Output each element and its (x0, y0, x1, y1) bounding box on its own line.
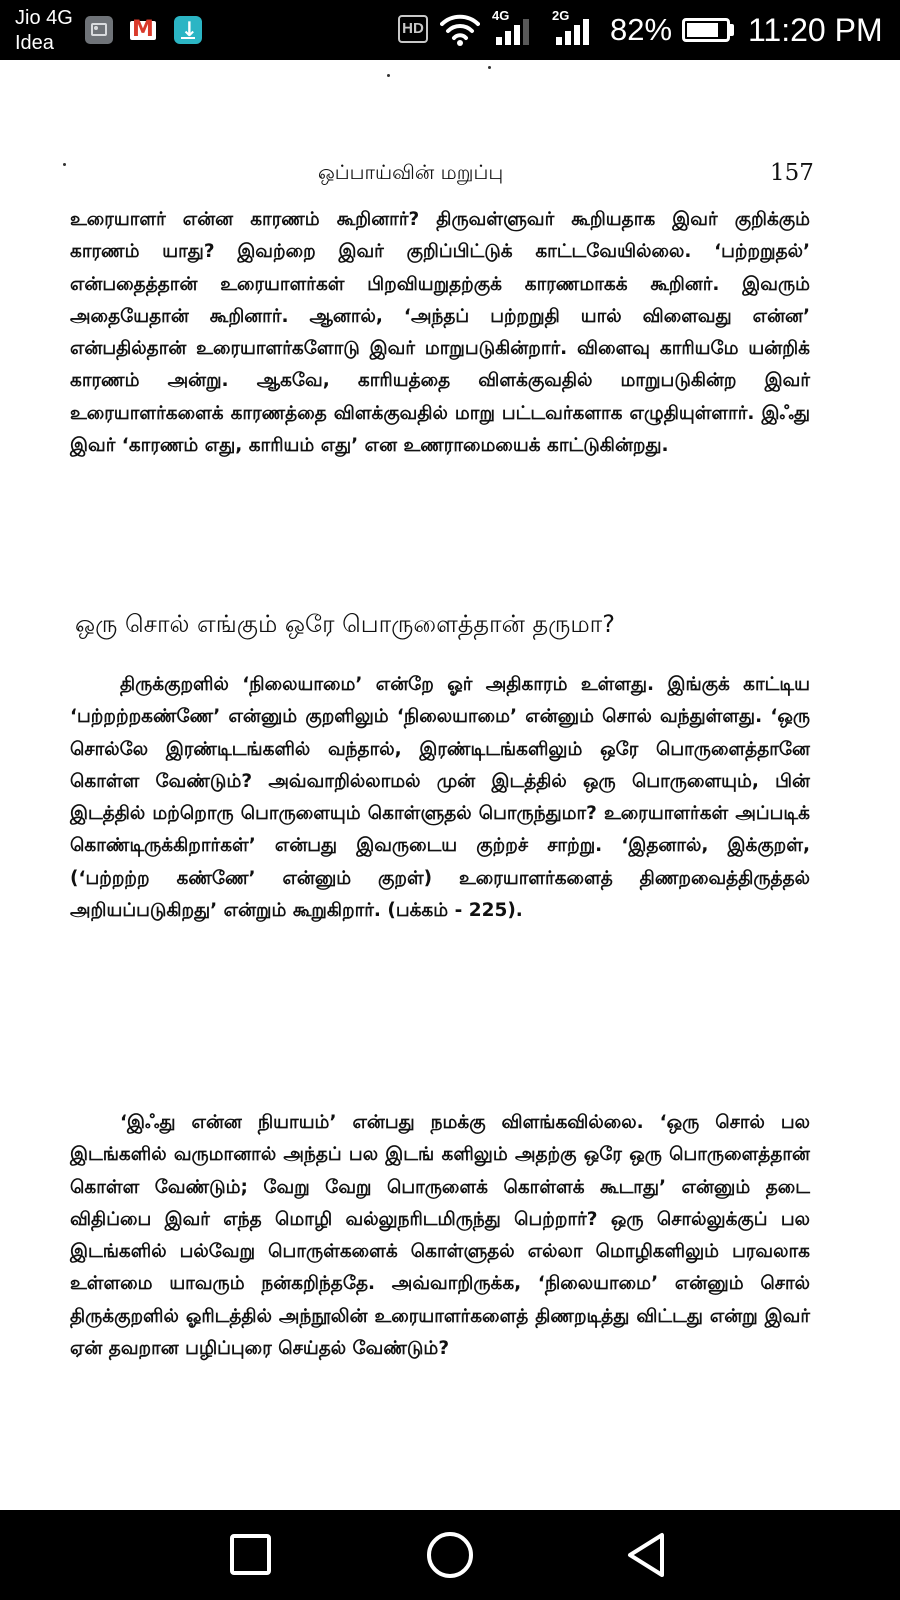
paragraph-2: திருக்குறளில் ‘நிலையாமை’ என்றே ஓர் அதிகாரம் உள்ளது. இங்குக் காட்டிய ‘பற்றற்றகண்ணே’ என்னும் குறளிலும் ‘நிலையாமை’ என்னும் சொல் வந்துள்ளது. ‘ஒரு சொல்லே இரண்டிடங்களில் வந்தால், இரண்டிடங்களிலும் ஒரே பொருளைத்தானே கொள்ள வேண்டும்? அவ்வாறில்லாமல் முன் இடத்தில் ஒரு பொருளையும், பின் இடத்தில் மற்றொரு பொருளையும் கொள்ளுதல் பொருந்துமா? உரையாளர்கள் அப்படிக் கொண்டிருக்கிறார்கள்’ என்பது இவருடைய குற்றச் சாற்று. ‘இதனால், இக்குறள், (‘பற்றற்ற கண்ணே’ என்னும் குறள்) உரையாளர்களைத் திணறவைத்திருத்தல் அறியப்படுகிறது’ என்றும் கூறுகிறார். (பக்கம் - 225). (70, 674, 810, 922)
scan-speck (488, 66, 491, 69)
page-number: 157 (770, 160, 814, 186)
battery-tip (730, 24, 734, 36)
status-bar (0, 0, 900, 60)
home-circle-icon (390, 1510, 510, 1600)
signal-strength-2g-icon (550, 8, 600, 48)
paragraph-3: ‘இஃது என்ன நியாயம்’ என்பது நமக்கு விளங்கவில்லை. ‘ஒரு சொல் பல இடங்களில் வருமானால் அந்தப் பல இடங் களிலும் அதற்கு ஒரே ஒரு பொருளைத்தான் கொள்ள வேண்டும்; வேறு வேறு பொருளைக் கொள்ளக் கூடாது’ என்னும் தடை விதிப்பை இவர் எந்த மொழி வல்லுநரிடமிருந்து பெற்றார்? ஒரு சொல்லுக்குப் பல இடங்களில் பல்வேறு பொருள்களைக் கொள்ளுதல் எல்லா மொழிகளிலும் பரவலாக உள்ளமை யாவரும் நன்கறிந்ததே. அவ்வாறிருக்க, ‘நிலையாமை’ என்னும் சொல் திருக்குறளில் ஓரிடத்தில் அந்நூலின் உரையாளர்களைத் திணறடித்து விட்டது என்று இவர் ஏன் தவறான பழிப்புரை செய்தல் வேண்டும்? (70, 1112, 810, 1360)
signal-2g-label: 2G (552, 8, 570, 23)
status-clock: 11:20 PM (748, 12, 883, 48)
gmail-icon (129, 16, 157, 44)
navigation-bar (0, 1510, 900, 1600)
carrier-label (15, 6, 73, 56)
signal-4g-label: 4G (492, 8, 510, 23)
back-button[interactable] (590, 1510, 710, 1600)
scan-speck (63, 163, 66, 166)
gallery-icon (85, 16, 113, 44)
paragraph-1: உரையாளர் என்ன காரணம் கூறினார்? திருவள்ளுவர் கூறியதாக இவர் குறிக்கும் காரணம் யாது? இவற்றை இவர் குறிப்பிட்டுக் காட்டவேயில்லை. ‘பற்றறுதல்’ என்பதைத்தான் உரையாளர்கள் பிறவியறுதற்குக் காரணமாகக் கூறினர். இவரும் அதையேதான் கூறினார். ஆனால், ‘அந்தப் பற்றறுதி யால் விளைவது என்ன’ என்பதில்தான் உரையாளர்களோடு இவர் மாறுபடுகின்றார். விளைவு காரியமே யன்றிக் காரணம் அன்று. ஆகவே, காரியத்தை விளக்குவதில் மாறுபடுகின்ற இவர் உரையாளர்களைக் காரணத்தை விளக்குவதில் மாறு பட்டவர்களாக எழுதியுள்ளார். இஃது இவர் ‘காரணம் எது, காரியம் எது’ என உணராமையைக் காட்டுகின்றது. (70, 209, 810, 457)
book-page[interactable] (0, 60, 900, 1510)
signal-strength-4g-icon (490, 8, 540, 48)
back-triangle-icon (590, 1510, 710, 1600)
section-heading: ஒரு சொல் எங்கும் ஒரே பொருளைத்தான் தருமா? (75, 610, 615, 638)
carrier-line-secondary: Idea (15, 32, 54, 54)
hd-voice-icon: HD (398, 15, 428, 43)
battery-level-fill (687, 23, 718, 37)
running-header: ஒப்பாய்வின் மறுப்பு (318, 160, 504, 184)
recents-square-icon (190, 1510, 310, 1600)
wifi-icon (440, 12, 480, 46)
battery-percent: 82% (610, 12, 673, 47)
home-button[interactable] (390, 1510, 510, 1600)
scan-speck (387, 74, 390, 77)
download-icon (174, 16, 202, 44)
battery-icon (682, 18, 730, 42)
recents-button[interactable] (190, 1510, 310, 1600)
carrier-line-primary: Jio 4G (15, 7, 73, 29)
